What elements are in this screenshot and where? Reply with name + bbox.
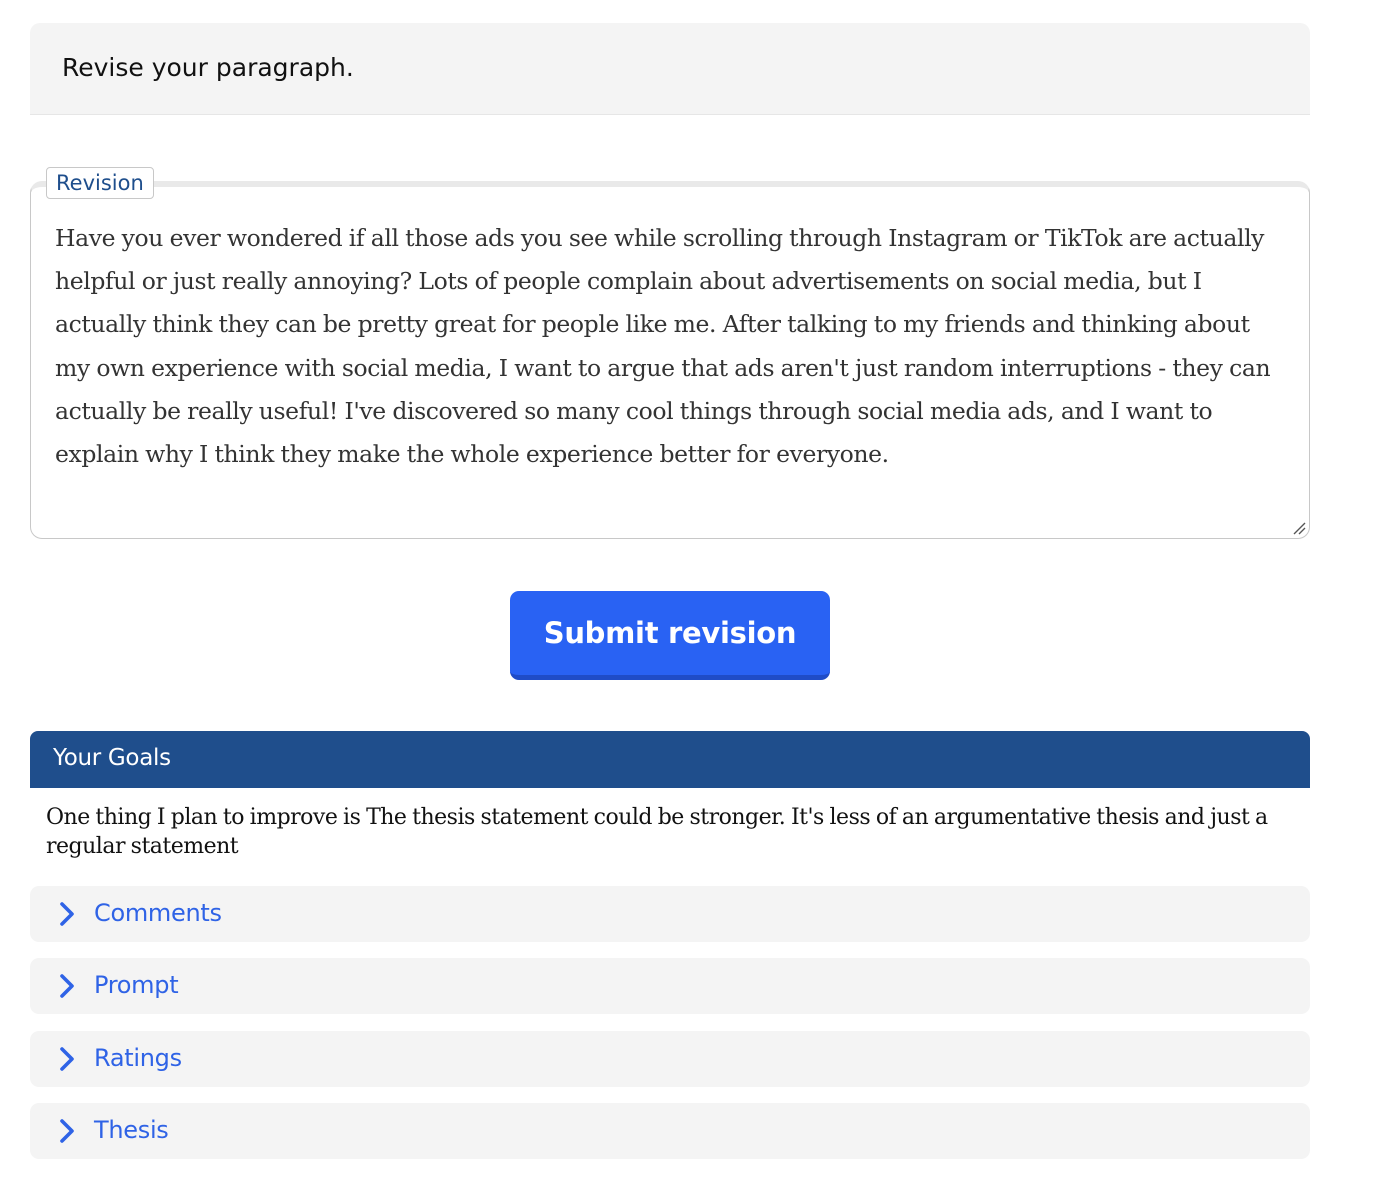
instruction-text: Revise your paragraph. <box>62 53 354 82</box>
revision-text[interactable]: Have you ever wondered if all those ads you see while scrolling through Instagram or TikTok are actually helpful or just really annoying? Lots of people complain about advertisements on social media, but I actually think they can be pretty great for people like me. After talking to my friends and thinking about my own experience with social media, I want to argue that ads aren't just random interruptions - they can actually be really useful! I've discovered so many cool things through social media ads, and I want to explain why I think they make the whole experience better for everyone. <box>55 224 1271 469</box>
resize-grip-icon[interactable] <box>1292 521 1306 535</box>
accordion-label-comments: Comments <box>94 899 222 927</box>
chevron-right-icon <box>58 901 76 927</box>
accordion-thesis[interactable] <box>30 1103 1310 1159</box>
revision-textarea[interactable] <box>30 181 1310 539</box>
accordion-comments[interactable] <box>30 886 1310 942</box>
accordion-label-ratings: Ratings <box>94 1044 182 1072</box>
goals-title: Your Goals <box>53 745 171 771</box>
accordion-label-prompt: Prompt <box>94 971 179 999</box>
accordion-prompt[interactable] <box>30 958 1310 1014</box>
chevron-right-icon <box>58 1118 76 1144</box>
revision-label: Revision <box>46 167 154 199</box>
chevron-right-icon <box>58 1046 76 1072</box>
accordion-label-thesis: Thesis <box>94 1116 169 1144</box>
goals-header <box>30 731 1310 788</box>
instruction-panel <box>30 23 1310 115</box>
submit-revision-button[interactable]: Submit revision <box>510 591 830 680</box>
chevron-right-icon <box>58 973 76 999</box>
accordion-ratings[interactable] <box>30 1031 1310 1087</box>
goals-text: One thing I plan to improve is The thesis statement could be stronger. It's less of an argumentative thesis and just a regular statement <box>46 805 1268 859</box>
